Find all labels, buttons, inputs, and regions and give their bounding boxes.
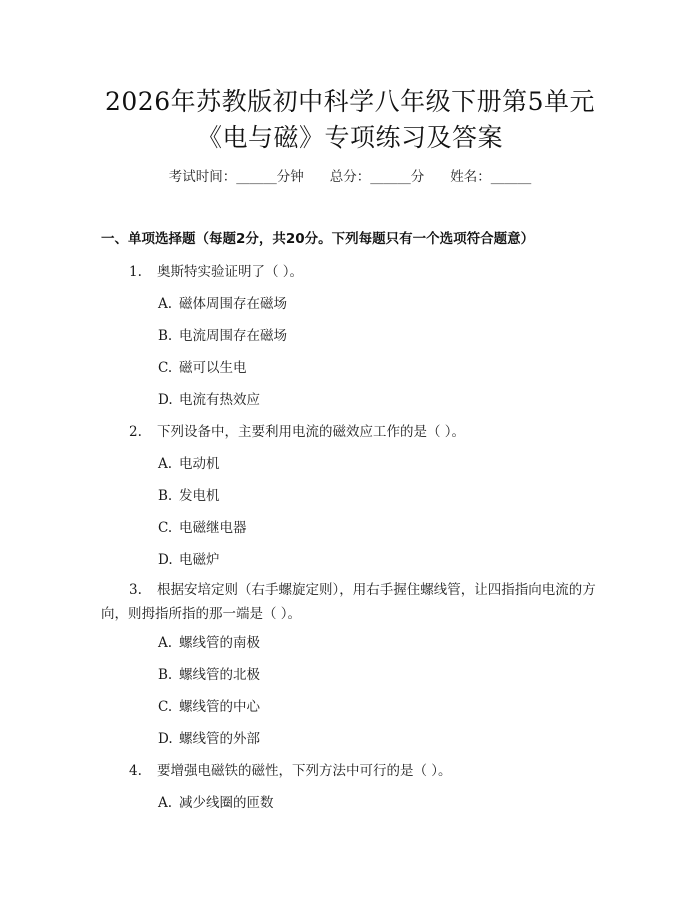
option-letter: A. — [158, 296, 173, 312]
option-text: 磁可以生电 — [179, 360, 247, 376]
question-text: 根据安培定则（右手螺旋定则），用右手握住螺线管，让四指指向电流的方向，则拇指所指的那一端是（ ）。 — [101, 582, 596, 622]
option-letter: C. — [158, 520, 173, 536]
question-1 — [129, 262, 303, 282]
option-letter: B. — [158, 667, 173, 683]
question-1-option-b — [158, 326, 287, 346]
question-1-option-c — [158, 358, 247, 378]
document-title-line-1: 2026年苏教版初中科学八年级下册第5单元 — [104, 87, 596, 116]
total-score-label: 总分：______分 — [329, 169, 425, 185]
question-4 — [129, 761, 452, 781]
question-2 — [129, 422, 465, 442]
question-2-option-c — [158, 518, 247, 538]
option-letter: D. — [158, 552, 173, 568]
option-letter: B. — [158, 488, 173, 504]
option-text: 螺线管的中心 — [179, 699, 260, 715]
question-3-option-c — [158, 697, 260, 717]
option-text: 螺线管的南极 — [179, 635, 260, 651]
question-number: 1. — [129, 264, 142, 280]
option-letter: A. — [158, 456, 173, 472]
question-2-option-a — [158, 454, 220, 474]
option-letter: D. — [158, 731, 173, 747]
option-text: 电流周围存在磁场 — [179, 328, 287, 344]
option-text: 螺线管的北极 — [179, 667, 260, 683]
question-1-option-a — [158, 294, 287, 314]
option-text: 电流有热效应 — [179, 392, 260, 408]
option-text: 减少线圈的匝数 — [179, 795, 274, 811]
option-letter: C. — [158, 360, 173, 376]
option-text: 磁体周围存在磁场 — [179, 296, 287, 312]
exam-time-label: 考试时间：______分钟 — [168, 169, 304, 185]
option-letter: C. — [158, 699, 173, 715]
option-letter: B. — [158, 328, 173, 344]
option-text: 电磁炉 — [179, 552, 220, 568]
question-text: 下列设备中，主要利用电流的磁效应工作的是（ ）。 — [157, 424, 466, 440]
option-text: 电磁继电器 — [179, 520, 247, 536]
question-1-option-d — [158, 390, 260, 410]
question-3 — [101, 578, 621, 626]
question-text: 奥斯特实验证明了（ ）。 — [157, 264, 304, 280]
question-number: 2. — [129, 424, 142, 440]
option-text: 螺线管的外部 — [179, 731, 260, 747]
question-2-option-b — [158, 486, 220, 506]
option-text: 电动机 — [179, 456, 220, 472]
question-text: 要增强电磁铁的磁性，下列方法中可行的是（ ）。 — [157, 763, 452, 779]
name-label: 姓名：______ — [450, 169, 532, 185]
question-3-option-a — [158, 633, 260, 653]
question-2-option-d — [158, 550, 220, 570]
option-letter: D. — [158, 392, 173, 408]
question-3-option-d — [158, 729, 260, 749]
option-letter: A. — [158, 795, 173, 811]
section-heading-single-choice: 一、单项选择题（每题2分，共20分。下列每题只有一个选项符合题意） — [101, 231, 535, 247]
question-number: 3. — [129, 582, 142, 598]
document-title-line-2: 《电与磁》专项练习及答案 — [196, 123, 503, 152]
exam-meta — [0, 167, 700, 187]
question-3-option-b — [158, 665, 260, 685]
option-letter: A. — [158, 635, 173, 651]
question-4-option-a — [158, 793, 274, 813]
option-text: 发电机 — [179, 488, 220, 504]
question-number: 4. — [129, 763, 142, 779]
